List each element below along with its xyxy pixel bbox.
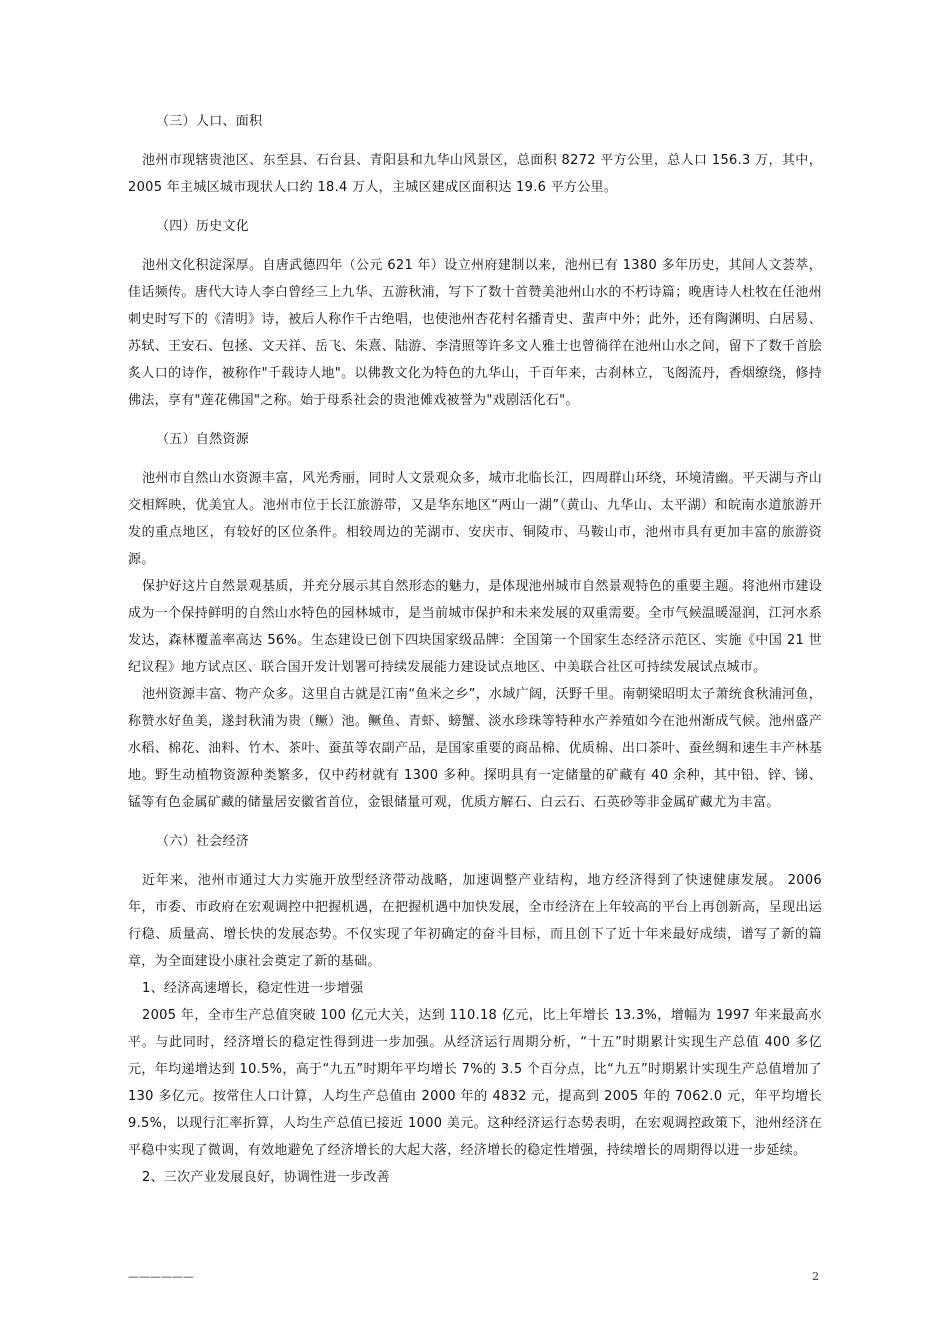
paragraph-resources-3: 池州资源丰富、物产众多。这里自古就是江南“鱼米之乡”，水域广阔，沃野千里。南朝梁昭明太子萧统食秋浦河鱼，称赞水好鱼美，遂封秋浦为贵（鳜）池。鳜鱼、青虾、螃蟹、淡水珍珠等特种水产养殖如今在池州渐成气候。池州盛产水稻、棉花、油料、竹木、茶叶、蚕茧等农副产品，是国家重要的商品棉、优质棉、出口茶叶、蚕丝绸和速生丰产林基地。野生动植物资源种类繁多，仅中药材就有 1300 多种。探明具有一定储量的矿藏有 40 余种，其中铅、锌、锑、锰等有色金属矿藏的储量居安徽省首位，金银储量可观，优质方解石、白云石、石英砂等非金属矿藏尤为丰富。 xyxy=(128,687,822,810)
subheading-economy-point-1: 1、经济高速增长，稳定性进一步增强 xyxy=(142,981,364,996)
paragraph-resources-2: 保护好这片自然景观基质，并充分展示其自然形态的魅力，是体现池州城市自然景观特色的重要主题。将池州市建设成为一个保持鲜明的自然山水特色的园林城市，是当前城市保护和未来发展的双重需要。全市气候温暖湿润，江河水系发达，森林覆盖率高达 56%。生态建设已创下四块国家级品牌：全国第一个国家生态经济示范区、实施《中国 21 世纪议程》地方试点区、联合国开发计划署可持续发展能力建设试点地区、中美联合社区可持续发展试点城市。 xyxy=(128,579,822,675)
paragraph-history: 池州文化积淀深厚。自唐武德四年（公元 621 年）设立州府建制以来，池州已有 1380 多年历史，其间人文荟萃，佳话频传。唐代大诗人李白曾经三上九华、五游秋浦，写下了数十首赞美池州山水的不朽诗篇；晚唐诗人杜牧在任池州刺史时写下的《清明》诗，被后人称作千古绝唱，也使池州杏花村名播青史、蜚声中外；此外，还有陶渊明、白居易、苏轼、王安石、包拯、文天祥、岳飞、朱熹、陆游、李清照等许多文人雅士也曾徜徉在池州山水之间，留下了数千首脍炙人口的诗作，被称作"千载诗人地"。以佛教文化为特色的九华山，千百年来，古刹林立，飞阁流丹，香烟缭绕，修持佛法，享有"莲花佛国"之称。始于母系社会的贵池傩戏被誉为"戏剧活化石"。 xyxy=(128,258,822,408)
section-heading-history: （四）历史文化 xyxy=(156,219,250,234)
page-number: 2 xyxy=(812,1270,819,1283)
footer-separator: —————— xyxy=(128,1270,194,1283)
section-heading-resources: （五）自然资源 xyxy=(156,432,250,447)
subheading-economy-point-2: 2、三次产业发展良好，协调性进一步改善 xyxy=(142,1170,390,1185)
section-heading-population: （三）人口、面积 xyxy=(156,114,263,129)
document-body xyxy=(128,108,822,1191)
paragraph-population: 池州市现辖贵池区、东至县、石台县、青阳县和九华山风景区，总面积 8272 平方公里，总人口 156.3 万，其中，2005 年主城区城市现状人口约 18.4 万人，主城区建成区面积达 19.6 平方公里。 xyxy=(128,153,822,195)
paragraph-resources-1: 池州市自然山水资源丰富，风光秀丽，同时人文景观众多，城市北临长江，四周群山环绕，环境清幽。平天湖与齐山交相辉映，优美宜人。池州市位于长江旅游带，又是华东地区“两山一湖”（黄山、九华山、太平湖）和皖南水道旅游开发的重点地区，有较好的区位条件。相较周边的芜湖市、安庆市、铜陵市、马鞍山市，池州市具有更加丰富的旅游资源。 xyxy=(128,471,822,567)
paragraph-economy-point-1: 2005 年，全市生产总值突破 100 亿元大关，达到 110.18 亿元，比上年增长 13.3%，增幅为 1997 年来最高水平。与此同时，经济增长的稳定性得到进一步加强。从经济运行周期分析，“十五”时期累计实现生产总值 400 多亿元，年均递增达到 10.5%，高于“九五”时期年平均增长 7%的 3.5 个百分点，比“九五”时期累计实现生产总值增加了 130 多亿元。按常住人口计算，人均生产总值由 2000 年的 4832 元，提高到 2005 年的 7062.0 元，年平均增长 9.5%，以现行汇率折算，人均生产总值已接近 1000 美元。这种经济运行态势表明，在宏观调控政策下，池州经济在平稳中实现了微调，有效地避免了经济增长的大起大落，经济增长的稳定性增强，持续增长的周期得以进一步延续。 xyxy=(128,1008,822,1158)
section-heading-economy: （六）社会经济 xyxy=(156,834,250,849)
paragraph-economy-intro: 近年来，池州市通过大力实施开放型经济带动战略，加速调整产业结构，地方经济得到了快速健康发展。 2006 年，市委、市政府在宏观调控中把握机遇，在把握机遇中加快发展，全市经济在上年较高的平台上再创新高，呈现出运行稳、质量高、增长快的发展态势。不仅实现了年初确定的奋斗目标，而且创下了近十年来最好成绩，谱写了新的篇章，为全面建设小康社会奠定了新的基础。 xyxy=(128,873,822,969)
